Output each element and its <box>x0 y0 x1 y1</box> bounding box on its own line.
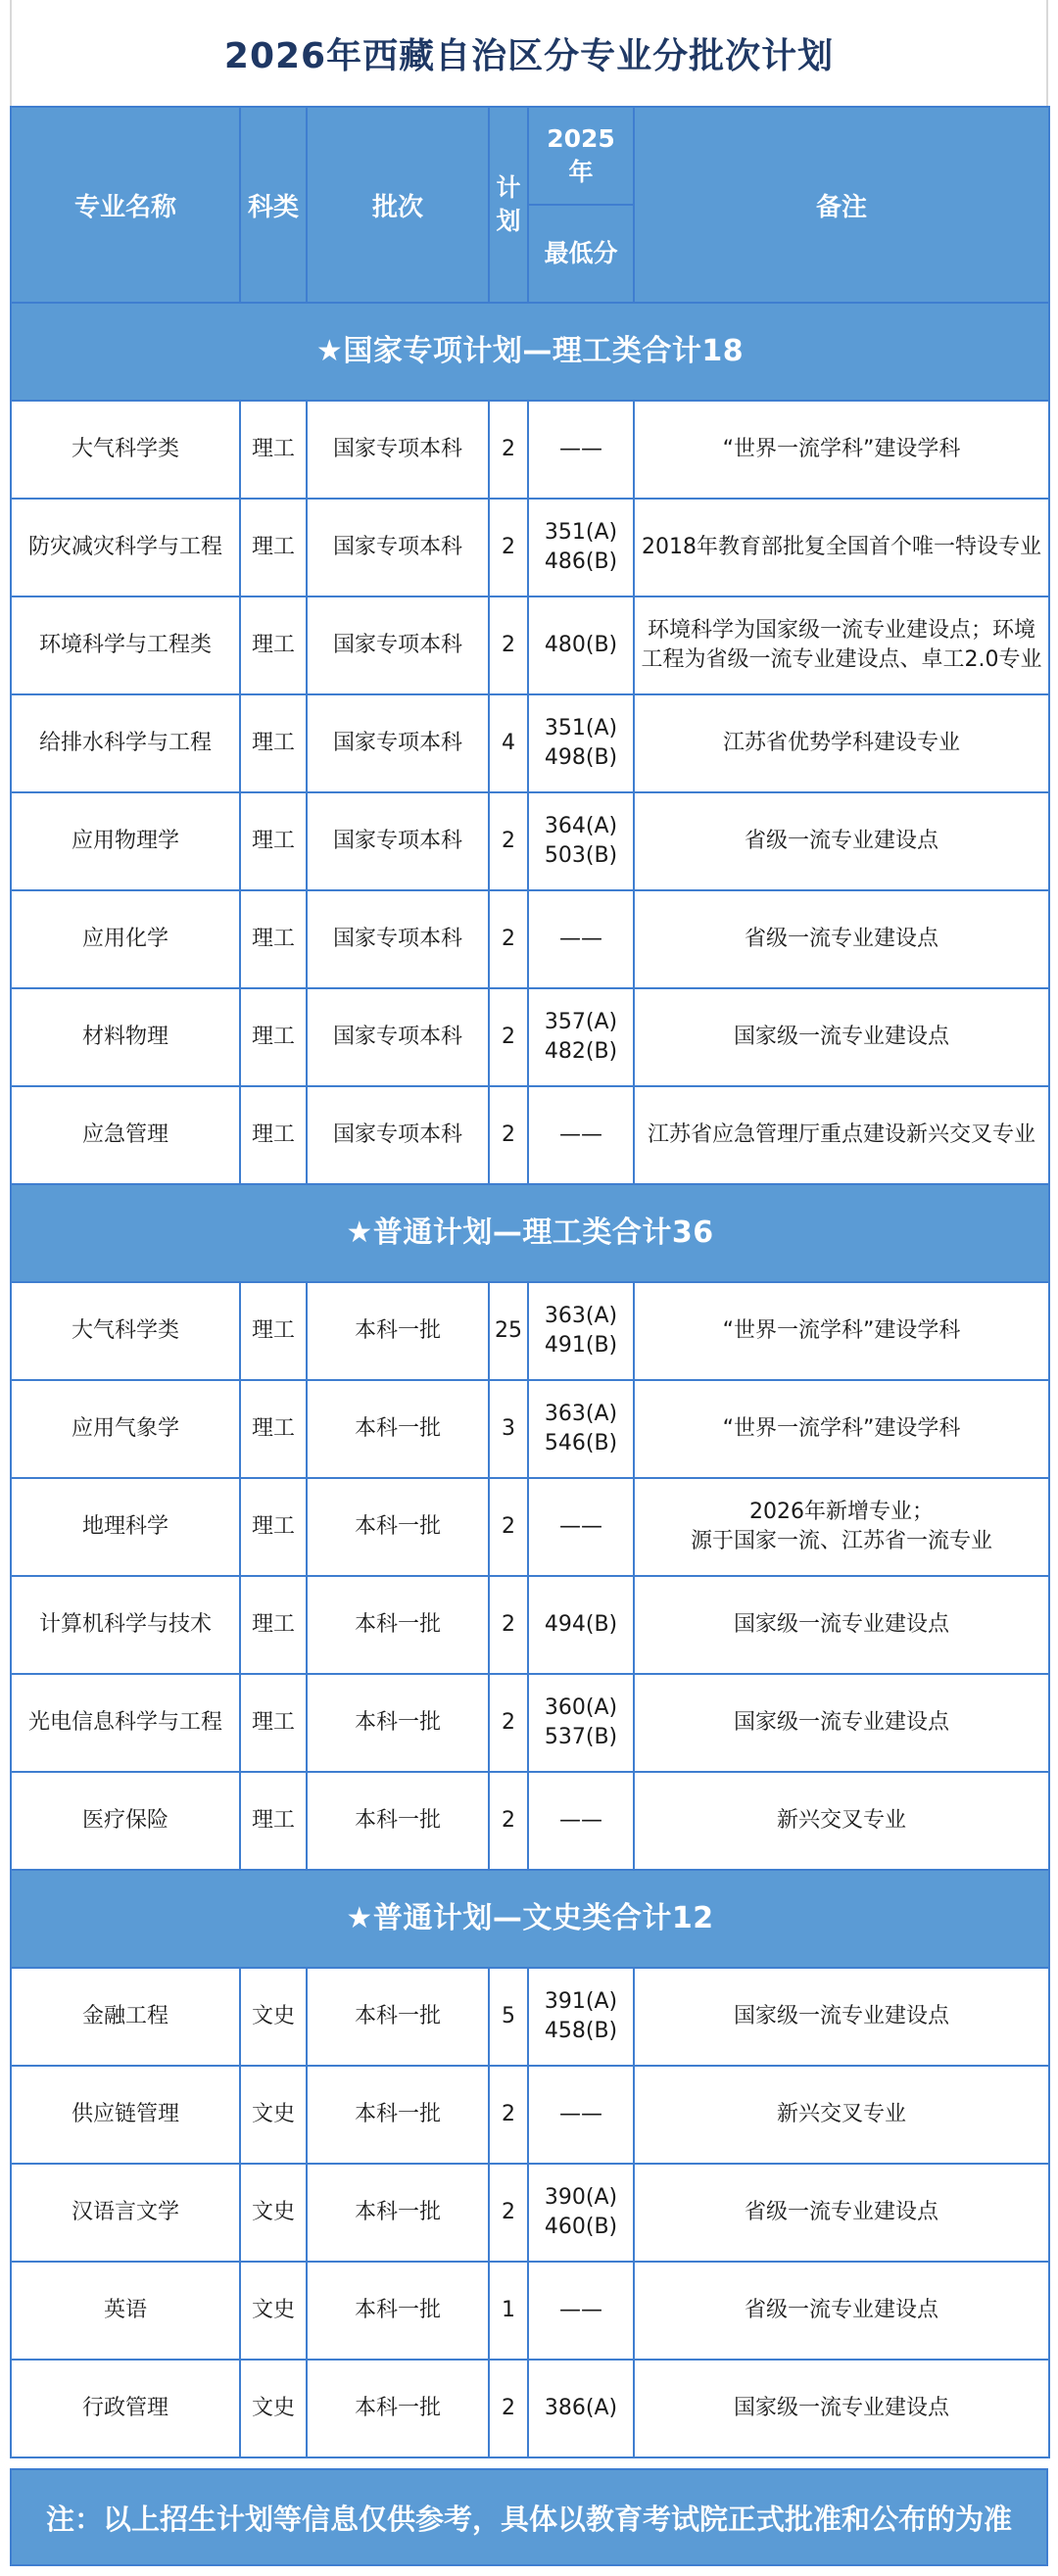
cell-min-score: 363(A) 546(B) <box>528 1380 634 1478</box>
cell-note: 国家级一流专业建设点 <box>634 1576 1049 1674</box>
table-row <box>11 2164 1049 2262</box>
cell-batch: 国家专项本科 <box>307 499 489 596</box>
cell-note: 新兴交叉专业 <box>634 2066 1049 2164</box>
cell-plan: 5 <box>489 1968 528 2066</box>
cell-note: “世界一流学科”建设学科 <box>634 401 1049 499</box>
cell-note: 省级一流专业建设点 <box>634 890 1049 988</box>
header-note: 备注 <box>634 107 1049 303</box>
cell-plan: 2 <box>489 1772 528 1870</box>
cell-note: 国家级一流专业建设点 <box>634 1674 1049 1772</box>
cell-major: 应用气象学 <box>11 1380 240 1478</box>
cell-note: 国家级一流专业建设点 <box>634 2360 1049 2457</box>
cell-note: 省级一流专业建设点 <box>634 2164 1049 2262</box>
cell-min-score: —— <box>528 2262 634 2360</box>
header-major: 专业名称 <box>11 107 240 303</box>
table-row <box>11 1968 1049 2066</box>
footer-text: 注：以上招生计划等信息仅供参考，具体以教育考试院正式批准和公布的为准 <box>45 2502 1012 2536</box>
cell-plan: 1 <box>489 2262 528 2360</box>
header-year <box>528 107 634 205</box>
cell-note: 国家级一流专业建设点 <box>634 1968 1049 2066</box>
cell-major: 医疗保险 <box>11 1772 240 1870</box>
header-plan <box>489 107 528 303</box>
cell-category: 文史 <box>240 1968 307 2066</box>
cell-plan: 2 <box>489 499 528 596</box>
cell-plan: 2 <box>489 1576 528 1674</box>
cell-plan: 2 <box>489 2164 528 2262</box>
cell-plan: 2 <box>489 1478 528 1576</box>
cell-batch: 国家专项本科 <box>307 694 489 792</box>
cell-batch: 本科一批 <box>307 1380 489 1478</box>
cell-category: 理工 <box>240 1576 307 1674</box>
table-row <box>11 1380 1049 1478</box>
cell-plan: 2 <box>489 1086 528 1184</box>
cell-min-score: —— <box>528 401 634 499</box>
header-plan-text: 计划 <box>496 173 521 235</box>
table-row <box>11 1674 1049 1772</box>
cell-batch: 本科一批 <box>307 2262 489 2360</box>
cell-batch: 本科一批 <box>307 1576 489 1674</box>
cell-batch: 本科一批 <box>307 2164 489 2262</box>
cell-major: 供应链管理 <box>11 2066 240 2164</box>
cell-category: 理工 <box>240 988 307 1086</box>
cell-plan: 2 <box>489 401 528 499</box>
table-row <box>11 1772 1049 1870</box>
cell-batch: 本科一批 <box>307 2360 489 2457</box>
cell-min-score: 364(A) 503(B) <box>528 792 634 890</box>
cell-note: “世界一流学科”建设学科 <box>634 1380 1049 1478</box>
section-heading: ★普通计划—理工类合计36 <box>11 1184 1049 1282</box>
table-row <box>11 1478 1049 1576</box>
cell-batch: 本科一批 <box>307 1282 489 1380</box>
table-row <box>11 890 1049 988</box>
cell-category: 理工 <box>240 1086 307 1184</box>
plan-table <box>10 106 1050 2458</box>
cell-batch: 本科一批 <box>307 1674 489 1772</box>
cell-category: 文史 <box>240 2066 307 2164</box>
cell-major: 环境科学与工程类 <box>11 596 240 694</box>
cell-plan: 2 <box>489 2066 528 2164</box>
cell-min-score: —— <box>528 890 634 988</box>
cell-major: 大气科学类 <box>11 401 240 499</box>
cell-category: 理工 <box>240 401 307 499</box>
cell-major: 给排水科学与工程 <box>11 694 240 792</box>
cell-category: 理工 <box>240 890 307 988</box>
cell-category: 理工 <box>240 694 307 792</box>
table-row <box>11 1086 1049 1184</box>
cell-note: 2026年新增专业； 源于国家一流、江苏省一流专业 <box>634 1478 1049 1576</box>
cell-note: 国家级一流专业建设点 <box>634 988 1049 1086</box>
cell-plan: 4 <box>489 694 528 792</box>
cell-batch: 本科一批 <box>307 1968 489 2066</box>
cell-plan: 2 <box>489 792 528 890</box>
cell-major: 汉语言文学 <box>11 2164 240 2262</box>
section-row <box>11 1870 1049 1968</box>
header-year-text: 2025年 <box>547 124 615 186</box>
table-row <box>11 401 1049 499</box>
cell-category: 理工 <box>240 1674 307 1772</box>
cell-category: 文史 <box>240 2360 307 2457</box>
cell-note: 省级一流专业建设点 <box>634 2262 1049 2360</box>
section-row <box>11 303 1049 401</box>
plan-table-wrapper <box>10 106 1048 2458</box>
cell-min-score: 351(A) 498(B) <box>528 694 634 792</box>
table-row <box>11 1576 1049 1674</box>
section-row <box>11 1184 1049 1282</box>
cell-major: 防灾减灾科学与工程 <box>11 499 240 596</box>
cell-plan: 25 <box>489 1282 528 1380</box>
cell-min-score: 480(B) <box>528 596 634 694</box>
header-category: 科类 <box>240 107 307 303</box>
cell-min-score: 357(A) 482(B) <box>528 988 634 1086</box>
title-bar <box>10 0 1048 106</box>
header-batch: 批次 <box>307 107 489 303</box>
cell-note: 省级一流专业建设点 <box>634 792 1049 890</box>
table-row <box>11 792 1049 890</box>
cell-category: 理工 <box>240 1282 307 1380</box>
cell-plan: 3 <box>489 1380 528 1478</box>
cell-major: 大气科学类 <box>11 1282 240 1380</box>
cell-plan: 2 <box>489 1674 528 1772</box>
header-min-score: 最低分 <box>528 205 634 303</box>
cell-batch: 国家专项本科 <box>307 890 489 988</box>
cell-major: 应用化学 <box>11 890 240 988</box>
cell-batch: 国家专项本科 <box>307 792 489 890</box>
table-row <box>11 694 1049 792</box>
cell-major: 应用物理学 <box>11 792 240 890</box>
cell-batch: 国家专项本科 <box>307 596 489 694</box>
cell-min-score: —— <box>528 1086 634 1184</box>
cell-category: 理工 <box>240 596 307 694</box>
table-row <box>11 1282 1049 1380</box>
table-row <box>11 2262 1049 2360</box>
cell-major: 应急管理 <box>11 1086 240 1184</box>
cell-plan: 2 <box>489 988 528 1086</box>
cell-major: 金融工程 <box>11 1968 240 2066</box>
cell-category: 理工 <box>240 499 307 596</box>
cell-plan: 2 <box>489 596 528 694</box>
section-heading: ★国家专项计划—理工类合计18 <box>11 303 1049 401</box>
cell-batch: 国家专项本科 <box>307 988 489 1086</box>
cell-min-score: 391(A) 458(B) <box>528 1968 634 2066</box>
cell-min-score: —— <box>528 2066 634 2164</box>
cell-min-score: 360(A) 537(B) <box>528 1674 634 1772</box>
cell-plan: 2 <box>489 2360 528 2457</box>
cell-batch: 本科一批 <box>307 1478 489 1576</box>
cell-major: 光电信息科学与工程 <box>11 1674 240 1772</box>
cell-min-score: 386(A) <box>528 2360 634 2457</box>
cell-note: “世界一流学科”建设学科 <box>634 1282 1049 1380</box>
cell-category: 文史 <box>240 2262 307 2360</box>
cell-note: 江苏省应急管理厅重点建设新兴交叉专业 <box>634 1086 1049 1184</box>
cell-plan: 2 <box>489 890 528 988</box>
cell-category: 文史 <box>240 2164 307 2262</box>
cell-note: 新兴交叉专业 <box>634 1772 1049 1870</box>
section-heading: ★普通计划—文史类合计12 <box>11 1870 1049 1968</box>
cell-min-score: 351(A) 486(B) <box>528 499 634 596</box>
footer-note <box>10 2468 1048 2566</box>
cell-category: 理工 <box>240 1380 307 1478</box>
cell-major: 地理科学 <box>11 1478 240 1576</box>
cell-batch: 国家专项本科 <box>307 401 489 499</box>
table-body <box>11 303 1049 2457</box>
cell-min-score: 494(B) <box>528 1576 634 1674</box>
table-row <box>11 499 1049 596</box>
cell-category: 理工 <box>240 1772 307 1870</box>
cell-note: 2018年教育部批复全国首个唯一特设专业 <box>634 499 1049 596</box>
table-header <box>11 107 1049 303</box>
cell-note: 江苏省优势学科建设专业 <box>634 694 1049 792</box>
cell-note: 环境科学为国家级一流专业建设点；环境工程为省级一流专业建设点、卓工2.0专业 <box>634 596 1049 694</box>
cell-major: 行政管理 <box>11 2360 240 2457</box>
cell-category: 理工 <box>240 792 307 890</box>
cell-min-score: 390(A) 460(B) <box>528 2164 634 2262</box>
table-row <box>11 2360 1049 2457</box>
cell-batch: 国家专项本科 <box>307 1086 489 1184</box>
cell-category: 理工 <box>240 1478 307 1576</box>
cell-major: 材料物理 <box>11 988 240 1086</box>
page-title: 2026年西藏自治区分专业分批次计划 <box>223 35 835 76</box>
cell-min-score: —— <box>528 1772 634 1870</box>
cell-major: 计算机科学与技术 <box>11 1576 240 1674</box>
cell-batch: 本科一批 <box>307 2066 489 2164</box>
table-row <box>11 988 1049 1086</box>
cell-min-score: —— <box>528 1478 634 1576</box>
table-row <box>11 2066 1049 2164</box>
table-row <box>11 596 1049 694</box>
cell-min-score: 363(A) 491(B) <box>528 1282 634 1380</box>
cell-batch: 本科一批 <box>307 1772 489 1870</box>
cell-major: 英语 <box>11 2262 240 2360</box>
